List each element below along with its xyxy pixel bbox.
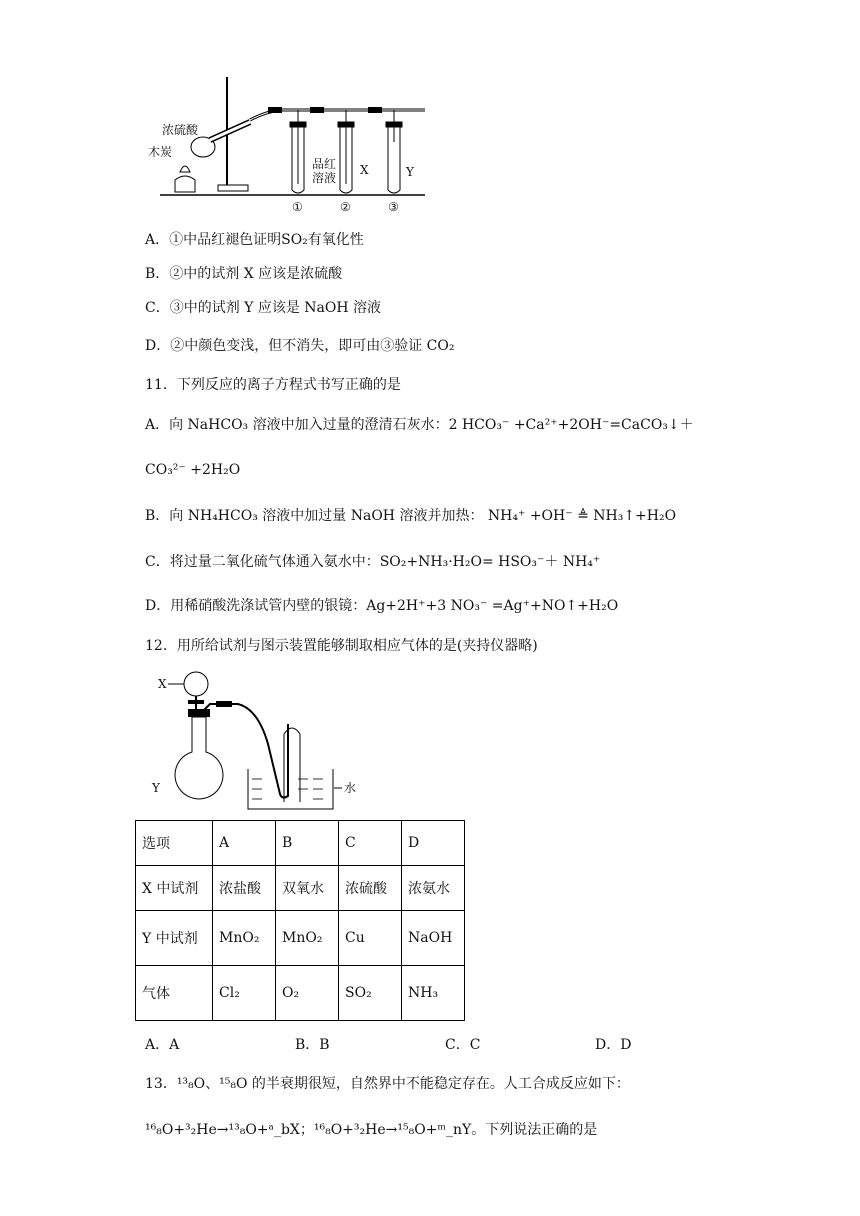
q10-option-c: C．③中的试剂 Y 应该是 NaOH 溶液 — [145, 300, 382, 316]
q11-option-d: D．用稀硝酸洗涤试管内壁的银镜：Ag+2H⁺+3 NO₃⁻ =Ag⁺+NO↑+H₂O — [145, 598, 619, 614]
table-cell: NaOH — [402, 911, 465, 966]
label-pinred: 品红 — [312, 157, 337, 171]
table-cell: O₂ — [276, 966, 339, 1021]
q12-answer-c: C．C — [445, 1037, 481, 1053]
table-cell: 浓盐酸 — [213, 866, 276, 911]
table-cell: Y 中试剂 — [136, 911, 213, 966]
table-cell: A — [213, 821, 276, 866]
label-y: Y — [152, 781, 160, 795]
table-cell: C — [339, 821, 402, 866]
apparatus-figure-q12 — [148, 664, 368, 814]
table-cell: D — [402, 821, 465, 866]
label-n1: ① — [292, 200, 303, 214]
table-row — [136, 911, 465, 966]
table-cell: MnO₂ — [213, 911, 276, 966]
label-n2: ② — [340, 200, 351, 214]
label-x: X — [360, 163, 369, 177]
table-cell: MnO₂ — [276, 911, 339, 966]
table-cell: X 中试剂 — [136, 866, 213, 911]
q12-answer-b: B．B — [295, 1037, 330, 1053]
options-table — [135, 820, 465, 1021]
apparatus-figure-q10 — [140, 72, 430, 217]
q11-stem: 11．下列反应的离子方程式书写正确的是 — [145, 377, 401, 393]
table-cell: B — [276, 821, 339, 866]
table-cell: SO₂ — [339, 966, 402, 1021]
label-charcoal: 木炭 — [148, 145, 173, 159]
label-y: Y — [406, 165, 414, 179]
table-cell: 气体 — [136, 966, 213, 1021]
q10-option-b: B．②中的试剂 X 应该是浓硫酸 — [145, 266, 343, 282]
label-solution: 溶液 — [312, 171, 337, 185]
table-cell: 选项 — [136, 821, 213, 866]
q11-option-b: B．向 NH₄HCO₃ 溶液中加过量 NaOH 溶液并加热： NH₄⁺ +OH⁻ ≜ NH₃↑+H₂O — [145, 508, 677, 524]
table-cell: Cl₂ — [213, 966, 276, 1021]
table-row — [136, 866, 465, 911]
q12-answer-d: D．D — [595, 1037, 632, 1053]
q12-stem: 12．用所给试剂与图示装置能够制取相应气体的是(夹持仪器略) — [145, 638, 538, 654]
table-row — [136, 821, 465, 866]
table-cell: 浓氨水 — [402, 866, 465, 911]
label-acid: 浓硫酸 — [162, 123, 199, 137]
q11-option-c: C．将过量二氧化硫气体通入氨水中：SO₂+NH₃·H₂O= HSO₃⁻＋ NH₄⁺ — [145, 554, 601, 570]
table-cell: 浓硫酸 — [339, 866, 402, 911]
table-cell: NH₃ — [402, 966, 465, 1021]
q13-equation: ¹⁶₈O+³₂He→¹³₈O+ᵃ_bX；¹⁶₈O+³₂He→¹⁵₈O+ᵐ_nY。下列说法正确的是 — [145, 1122, 598, 1138]
table-row — [136, 966, 465, 1021]
table-cell: Cu — [339, 911, 402, 966]
q10-option-d: D．②中颜色变浅，但不消失，即可由③验证 CO₂ — [145, 338, 455, 354]
label-water: 水 — [344, 781, 357, 795]
q11-option-a-line1: A．向 NaHCO₃ 溶液中加入过量的澄清石灰水：2 HCO₃⁻ +Ca²⁺+2OH⁻=CaCO₃↓＋ — [145, 417, 694, 433]
label-x: X — [158, 677, 167, 691]
label-n3: ③ — [388, 200, 399, 214]
q12-answer-a: A．A — [145, 1037, 180, 1053]
q10-option-a: A．①中品红褪色证明SO₂有氧化性 — [145, 232, 364, 248]
table-cell: 双氧水 — [276, 866, 339, 911]
q13-stem: 13．¹³₈O、¹⁵₈O 的半衰期很短，自然界中不能稳定存在。人工合成反应如下： — [145, 1076, 630, 1092]
q11-option-a-line2: CO₃²⁻ +2H₂O — [145, 462, 241, 478]
